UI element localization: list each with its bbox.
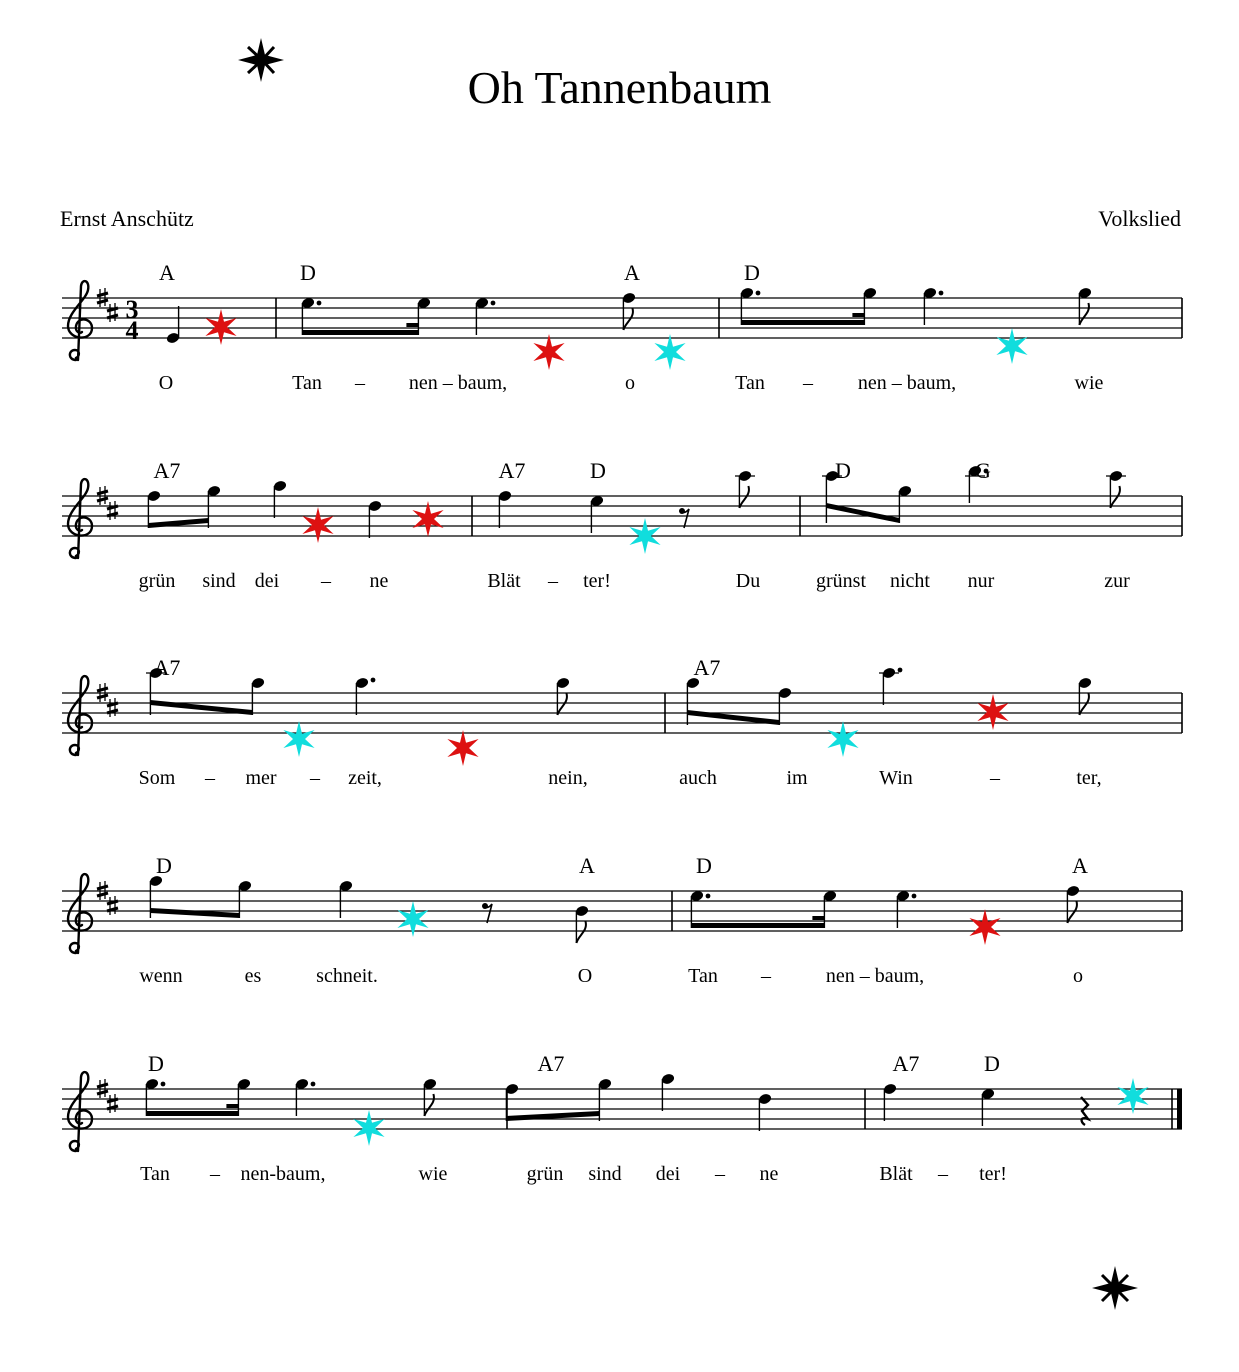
- sharp-icon: [107, 698, 118, 717]
- staff-system: [62, 260, 1182, 394]
- lyric-syllable: grünst: [816, 570, 866, 592]
- lyric-syllable: –: [990, 767, 1000, 789]
- lyric-syllable: –: [205, 767, 215, 789]
- note: [475, 297, 496, 335]
- time-signature: [126, 295, 139, 345]
- lyric-syllable: nein,: [548, 767, 588, 789]
- cyan-star-icon: [654, 334, 685, 370]
- song-title: Oh Tannenbaum: [467, 62, 772, 113]
- lyric-syllable: grün: [138, 570, 176, 592]
- note: [498, 490, 513, 528]
- lyric-syllable: –: [715, 1163, 725, 1185]
- lyric-syllable: –: [321, 570, 331, 592]
- treble-clef-icon: [68, 874, 92, 953]
- lyric-syllable: nur: [967, 570, 995, 592]
- black-star-icon-top: [238, 38, 284, 82]
- lyric-syllable: nicht: [890, 570, 930, 592]
- lyric-syllable: ne: [759, 1163, 779, 1185]
- lyric-syllable: sind: [202, 570, 236, 592]
- sharp-icon: [107, 896, 118, 915]
- red-star-icon: [533, 334, 564, 370]
- chord-symbol: A: [159, 260, 175, 285]
- sharp-icon: [107, 303, 118, 322]
- note: [661, 1073, 676, 1111]
- cyan-star-icon: [353, 1110, 384, 1146]
- note: [1106, 470, 1126, 508]
- sharp-icon: [107, 501, 118, 520]
- lyric-syllable: dei: [655, 1163, 681, 1185]
- time-signature-lower: 4: [125, 316, 139, 345]
- note: [1078, 287, 1093, 325]
- lyric-syllable: auch: [679, 767, 717, 789]
- note: [590, 495, 605, 533]
- cyan-star-icon: [996, 328, 1027, 364]
- lyric-syllable: Blät: [487, 570, 521, 592]
- chord-symbol: D: [984, 1051, 1000, 1076]
- chord-symbol: A: [624, 260, 640, 285]
- lyric-syllable: es: [244, 965, 262, 987]
- time-signature-upper: 3: [125, 295, 139, 324]
- beam: [687, 683, 779, 725]
- quarter-rest-icon: [1081, 1097, 1088, 1125]
- lyric-syllable: zeit,: [348, 767, 382, 789]
- note: [166, 306, 181, 344]
- lyric-syllable: mer: [245, 767, 277, 789]
- treble-clef-icon: [68, 479, 92, 558]
- lyric-syllable: wie: [1074, 372, 1104, 394]
- treble-clef-icon: [68, 281, 92, 360]
- note: [575, 905, 590, 943]
- note: [295, 1078, 316, 1116]
- lyric-syllable: nen – baum,: [408, 372, 508, 394]
- lyric-syllable: –: [938, 1163, 948, 1185]
- chord-symbol: G: [975, 458, 991, 483]
- treble-clef-icon: [68, 1072, 92, 1151]
- chord-symbol: D: [590, 458, 606, 483]
- composer: Volkslied: [1098, 206, 1181, 231]
- red-star-icon: [977, 694, 1008, 730]
- chord-symbol: A: [1072, 853, 1088, 878]
- cyan-star-icon: [827, 721, 858, 757]
- lyric-syllable: –: [803, 372, 813, 394]
- lyric-syllable: Tan: [140, 1163, 170, 1185]
- final-bar-line: [1177, 1089, 1182, 1129]
- note: [758, 1093, 773, 1131]
- lyricist: Ernst Anschütz: [60, 206, 194, 231]
- chord-symbol: D: [148, 1051, 164, 1076]
- chord-symbol: D: [744, 260, 760, 285]
- chord-symbol: A7: [892, 1051, 920, 1076]
- note: [355, 677, 376, 715]
- note: [879, 667, 902, 705]
- lyric-syllable: nen-baum,: [240, 1163, 326, 1185]
- lyric-syllable: im: [786, 767, 808, 789]
- lyric-syllable: Blät: [879, 1163, 913, 1185]
- black-star-icon-bottom: [1092, 1266, 1138, 1310]
- lyric-syllable: wenn: [139, 965, 183, 987]
- note: [622, 292, 637, 330]
- chord-symbol: A7: [537, 1051, 565, 1076]
- lyric-syllable: Du: [735, 570, 761, 592]
- note: [1078, 677, 1093, 715]
- lyric-syllable: ter!: [979, 1163, 1007, 1185]
- note: [735, 470, 755, 508]
- lyric-syllable: dei: [254, 570, 280, 592]
- lyric-syllable: zur: [1104, 570, 1130, 592]
- note: [339, 880, 354, 918]
- sharp-icon: [107, 1094, 118, 1113]
- staff-system: [62, 458, 1182, 592]
- lyric-syllable: nen – baum,: [825, 965, 925, 987]
- lyric-syllable: O: [577, 965, 593, 987]
- chord-symbol: A7: [498, 458, 526, 483]
- chord-symbol: A7: [153, 458, 181, 483]
- lyric-syllable: grün: [526, 1163, 564, 1185]
- note: [368, 500, 383, 538]
- note: [883, 1083, 898, 1121]
- cyan-star-icon: [283, 721, 314, 757]
- eighth-rest-icon: [679, 508, 689, 528]
- lyric-syllable: ter!: [583, 570, 611, 592]
- note: [923, 287, 944, 325]
- note: [556, 677, 571, 715]
- lyric-syllable: wie: [418, 1163, 448, 1185]
- chord-symbol: A7: [153, 655, 181, 680]
- lyric-syllable: –: [355, 372, 365, 394]
- beam: [150, 881, 239, 918]
- staff-system: [62, 655, 1182, 789]
- lyric-syllable: schneit.: [316, 965, 378, 987]
- lyric-syllable: ne: [369, 570, 389, 592]
- lyric-syllable: O: [158, 372, 174, 394]
- lyric-syllable: sind: [588, 1163, 622, 1185]
- red-star-icon: [302, 507, 333, 543]
- chord-symbol: D: [835, 458, 851, 483]
- lyric-syllable: Tan: [292, 372, 322, 394]
- note: [981, 1088, 996, 1126]
- chord-symbol: D: [300, 260, 316, 285]
- lyric-syllable: Tan: [688, 965, 718, 987]
- lyric-syllable: nen – baum,: [857, 372, 957, 394]
- staff-system: [62, 853, 1182, 987]
- treble-clef-icon: [68, 676, 92, 755]
- red-star-icon: [969, 909, 1000, 945]
- note: [273, 480, 288, 518]
- lyric-syllable: –: [310, 767, 320, 789]
- lyric-syllable: –: [548, 570, 558, 592]
- lyric-syllable: o: [625, 372, 635, 394]
- note: [1066, 885, 1081, 923]
- chord-symbol: A7: [693, 655, 721, 680]
- lyric-syllable: Som: [138, 767, 176, 789]
- staff-system: [62, 1051, 1182, 1185]
- chord-symbol: A: [579, 853, 595, 878]
- lyric-syllable: –: [210, 1163, 220, 1185]
- red-star-icon: [205, 309, 236, 345]
- red-star-icon: [447, 730, 478, 766]
- chord-symbol: D: [156, 853, 172, 878]
- lyric-syllable: –: [761, 965, 771, 987]
- lyric-syllable: Tan: [735, 372, 765, 394]
- chord-symbol: D: [696, 853, 712, 878]
- lyric-syllable: o: [1073, 965, 1083, 987]
- eighth-rest-icon: [482, 903, 492, 923]
- note: [896, 890, 917, 928]
- lyric-syllable: Win: [879, 767, 913, 789]
- lyric-syllable: ter,: [1076, 767, 1102, 789]
- note: [423, 1078, 438, 1116]
